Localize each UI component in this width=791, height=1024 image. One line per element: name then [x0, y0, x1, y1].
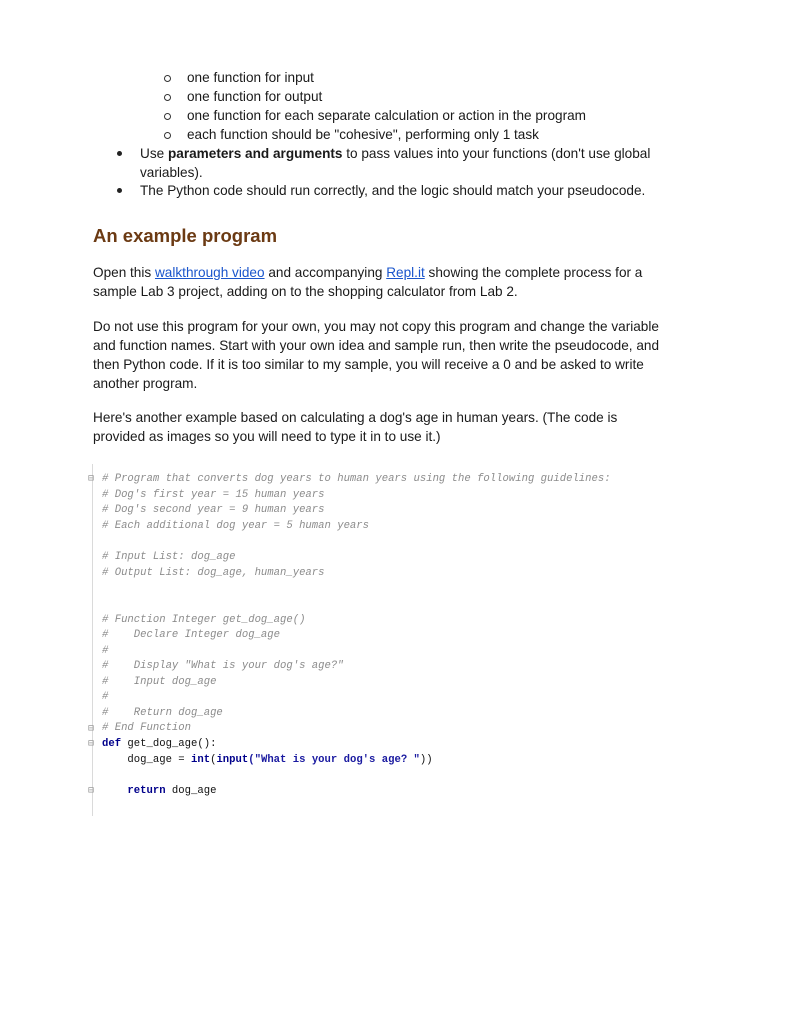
sub-bullet-text: one function for output: [187, 89, 323, 104]
bold-phrase: parameters and arguments: [167, 146, 343, 161]
paragraph-warning-line: then Python code. If it is too similar to my sample, you will receive a 0 and be asked to write: [93, 357, 644, 372]
code-comment: # Return dog_age: [102, 707, 223, 719]
fold-marker-icon: ⊟: [88, 724, 95, 735]
sub-bullet-marker: [164, 94, 171, 101]
code-comment: # Declare Integer dog_age: [102, 629, 281, 641]
fold-marker-icon: ⊟: [88, 474, 95, 485]
sub-bullet-text: one function for input: [187, 70, 314, 85]
sub-bullet-marker: [164, 132, 171, 139]
code-comment: # Function Integer get_dog_age(): [102, 614, 306, 626]
code-comment: #: [102, 691, 109, 703]
code-comment: # End Function: [102, 722, 192, 734]
sub-bullet-text: one function for each separate calculation or action in the program: [187, 108, 586, 123]
code-comment: # Each additional dog year = 5 human years: [102, 520, 370, 532]
bullet-parameters: Use parameters and arguments to pass values into your functions (don't use global: [140, 146, 651, 161]
bullet-marker: [117, 188, 122, 193]
code-gutter-line: [92, 464, 93, 816]
code-comment: # Dog's second year = 9 human years: [102, 504, 325, 516]
code-comment: # Display "What is your dog's age?": [102, 660, 344, 672]
sub-bullet-marker: [164, 75, 171, 82]
code-comment: #: [102, 645, 109, 657]
bullet-python-code: The Python code should run correctly, and the logic should match your pseudocode.: [140, 183, 646, 198]
code-input-line: dog_age = int(input("What is your dog's age? ")): [102, 754, 433, 766]
paragraph-example-line: provided as images so you will need to type it in to use it.): [93, 429, 441, 444]
replit-link[interactable]: Repl.it: [386, 265, 425, 280]
paragraph-warning-line: another program.: [93, 376, 198, 391]
code-def-line: def get_dog_age():: [102, 738, 217, 750]
code-comment: # Dog's first year = 15 human years: [102, 489, 325, 501]
paragraph-warning-line: Do not use this program for your own, you may not copy this program and change the variable: [93, 319, 659, 334]
paragraph-intro: Open this walkthrough video and accompanying Repl.it showing the complete process for a: [93, 265, 643, 280]
fold-marker-icon: ⊟: [88, 739, 95, 750]
bullet-parameters-line2: variables).: [140, 165, 203, 180]
paragraph-intro-line2: sample Lab 3 project, adding on to the shopping calculator from Lab 2.: [93, 284, 518, 299]
section-heading: An example program: [93, 225, 278, 246]
fold-marker-icon: ⊟: [88, 786, 95, 797]
code-comment: # Program that converts dog years to human years using the following guidelines:: [102, 473, 611, 485]
sub-bullet-text: each function should be "cohesive", performing only 1 task: [187, 127, 539, 142]
paragraph-example-line: Here's another example based on calculating a dog's age in human years. (The code is: [93, 410, 618, 425]
code-comment: # Output List: dog_age, human_years: [102, 567, 325, 579]
code-comment: # Input List: dog_age: [102, 551, 236, 563]
paragraph-warning-line: and function names. Start with your own idea and sample run, then write the pseudocode, and: [93, 338, 659, 353]
bullet-marker: [117, 151, 122, 156]
code-comment: # Input dog_age: [102, 676, 217, 688]
code-return-line: return dog_age: [102, 785, 217, 797]
sub-bullet-marker: [164, 113, 171, 120]
walkthrough-video-link[interactable]: walkthrough video: [154, 265, 265, 280]
